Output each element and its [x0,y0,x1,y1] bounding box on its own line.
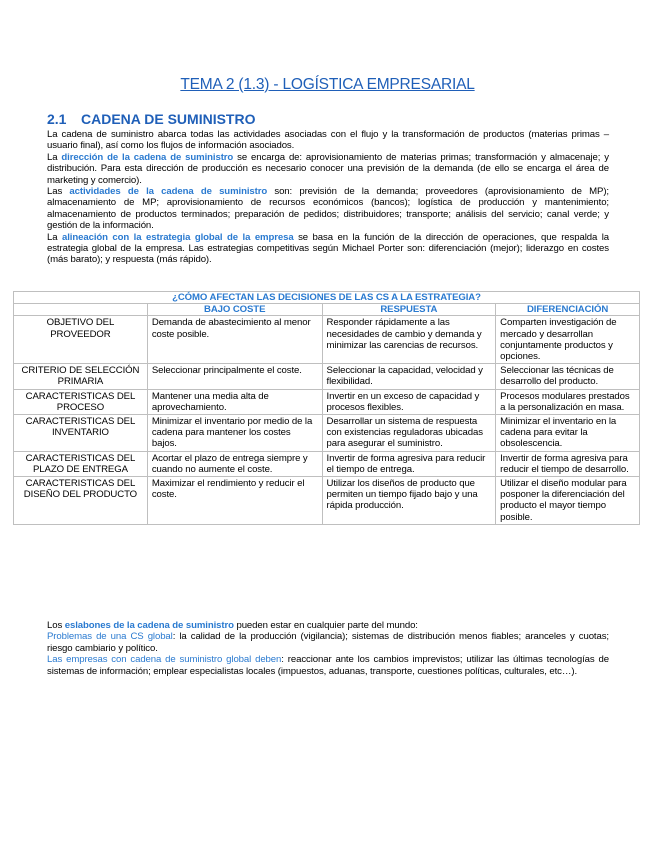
table-cell: Utilizar los diseños de producto que permiten un tiempo fijado bajo y una rápida producción. [322,477,496,525]
row-header-cell: OBJETIVO DEL PROVEEDOR [14,316,148,364]
table-cell: Demanda de abastecimiento al menor coste posible. [147,316,322,364]
text-run: La [47,151,62,163]
row-header-cell: CARACTERISTICAS DEL DISEÑO DEL PRODUCTO [14,477,148,525]
column-header: RESPUESTA [322,304,496,316]
strategy-table [13,291,640,525]
table-cell: Minimizar el inventario en la cadena para evitar la obsolescencia. [496,415,640,452]
section-heading [47,111,256,127]
table-cell: Desarrollar un sistema de respuesta con existencias reguladoras ubicadas para asegurar el suministro. [322,415,496,452]
text-run: se basa en la función de la dirección de operaciones, que respalda la estrategia global de la empresa. Las estrategias competitivas según Michael Porter son: diferenciación (mejor); liderazgo en costes (más barato); y respuesta (más rápido). [47,231,609,266]
paragraph [47,620,609,631]
row-header-cell: CARACTERISTICAS DEL INVENTARIO [14,415,148,452]
section-number: 2.1 [47,111,67,127]
paragraph [47,654,609,677]
lead-term: Problemas de una CS global [47,631,173,643]
text-run: son: previsión de la demanda; proveedores (aprovisionamiento de MP); almacenamiento de MP; aprovisionamiento de recursos económicos (bancos); logística de producción y mantenimiento; almacenamiento de productos terminados; preparación de pedidos; distribuidores; transporte; análisis del servicio; canal verde; y gestión de la información. [47,186,609,232]
table-cell: Utilizar el diseño modular para posponer la diferenciación del producto el mayor tiempo posible. [496,477,640,525]
table-cell: Comparten investigación de mercado y desarrollan conjuntamente productos y opciones. [496,316,640,364]
table-cell: Minimizar el inventario por medio de la cadena para mantener los costes bajos. [147,415,322,452]
outro-text [47,620,609,677]
table-caption-row [14,292,640,304]
column-header [14,304,148,316]
table-cell: Seleccionar principalmente el coste. [147,364,322,389]
highlight-term: eslabones de la cadena de suministro [64,620,234,631]
section-title: CADENA DE SUMINISTRO [81,111,256,127]
column-header: DIFERENCIACIÓN [496,304,640,316]
paragraph [47,232,609,266]
table-caption: ¿CÓMO AFECTAN LAS DECISIONES DE LAS CS A LA ESTRATEGIA? [14,292,640,304]
table-row [14,316,640,364]
paragraph [47,631,609,654]
table-body [14,316,640,524]
paragraph [47,152,609,186]
table-cell: Maximizar el rendimiento y reducir el coste. [147,477,322,525]
intro-text [47,129,609,266]
table-row [14,364,640,389]
table-row [14,389,640,414]
row-header-cell: CARACTERISTICAS DEL PLAZO DE ENTREGA [14,451,148,476]
table-cell: Seleccionar las técnicas de desarrollo del producto. [496,364,640,389]
text-run: Las [47,186,70,198]
document-title: TEMA 2 (1.3) - LOGÍSTICA EMPRESARIAL [180,76,475,93]
table-cell: Invertir de forma agresiva para reducir el tiempo de desarrollo. [496,451,640,476]
table-cell: Invertir en un exceso de capacidad y procesos flexibles. [322,389,496,414]
highlight-term: alineación con la estrategia global de la empresa [61,231,294,243]
table-cell: Acortar el plazo de entrega siempre y cuando no aumente el coste. [147,451,322,476]
table-row [14,415,640,452]
text-run: pueden estar en cualquier parte del mundo: [233,620,418,631]
row-header-cell: CRITERIO DE SELECCIÓN PRIMARIA [14,364,148,389]
table-cell: Responder rápidamente a las necesidades de cambio y demanda y minimizar las carencias de recursos. [322,316,496,364]
text-run: : reaccionar ante los cambios imprevistos; utilizar las últimas tecnologías de sistemas de información; emplear especialistas locales (impuestos, aduanas, transporte, cuestiones políticas, culturales, etc…). [47,654,609,677]
text-run: : la calidad de la producción (vigilancia); sistemas de distribución menos fiables; aranceles y cuotas; riesgo cambiario y político. [47,631,609,654]
table-cell: Seleccionar la capacidad, velocidad y flexibilidad. [322,364,496,389]
table-row [14,451,640,476]
highlight-term: actividades de la cadena de suministro [69,186,268,198]
text-run: se encarga de: aprovisionamiento de materias primas; transformación y almacenaje; y distribución. Para esta dirección de producción es necesario conocer una previsión de la demanda (de ello se encarga el área de marketing y comercio). [47,151,609,186]
table-cell: Mantener una media alta de aprovechamiento. [147,389,322,414]
column-header: BAJO COSTE [147,304,322,316]
paragraph [47,186,609,232]
highlight-term: dirección de la cadena de suministro [61,151,234,163]
table-row [14,477,640,525]
row-header-cell: CARACTERISTICAS DEL PROCESO [14,389,148,414]
paragraph: La cadena de suministro abarca todas las actividades asociadas con el flujo y la transformación de productos (materias primas – usuario final), así como los flujos de información asociados. [47,129,609,152]
table-cell: Invertir de forma agresiva para reducir el tiempo de entrega. [322,451,496,476]
table-header-row [14,304,640,316]
table-cell: Procesos modulares prestados a la personalización en masa. [496,389,640,414]
lead-term: Las empresas con cadena de suministro global deben [47,654,282,666]
text-run: La [47,231,62,243]
text-run: Los [47,620,65,631]
